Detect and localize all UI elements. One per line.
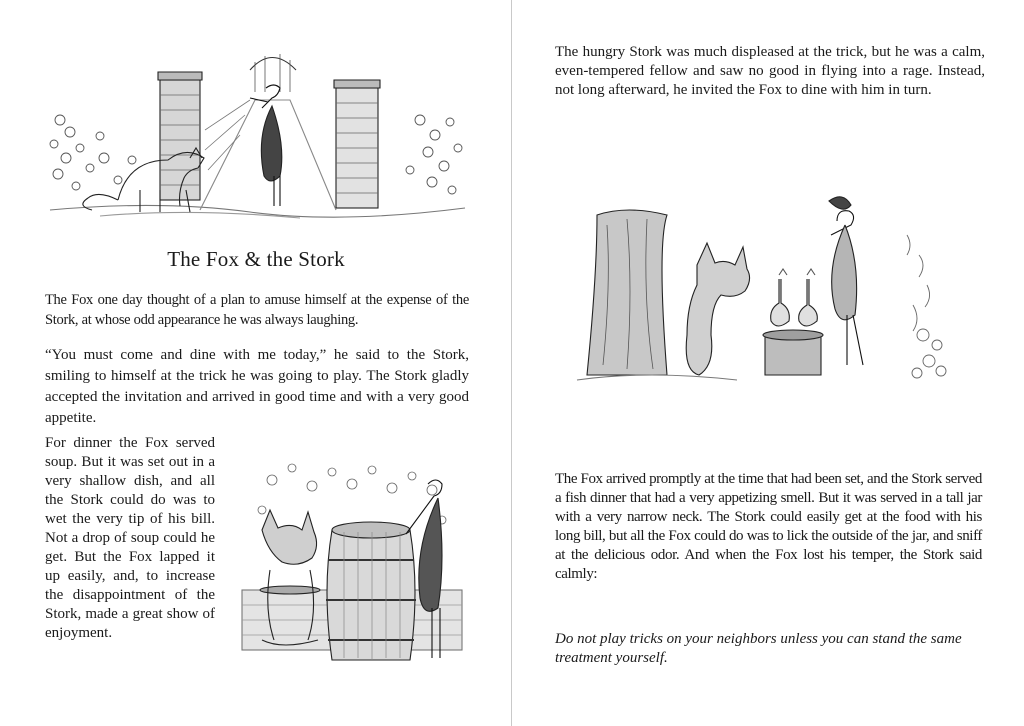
fox-arrives-paragraph: The Fox arrived promptly at the time that had been set, and the Stork served a fish dinner that had a very appetizing smell. But it was served in a tall jar with a very narrow neck. The Stork could easily get at the food with his long bill, but all the Fox could do was to lick the outside of the jar, and sniff at the delicious odor. And when the Fox lost his temper, the Stork said calmly:: [555, 471, 982, 582]
dinner-illustration: [567, 195, 957, 400]
right-page: [512, 0, 1024, 726]
barrel-illustration: [232, 440, 476, 675]
left-page: [0, 0, 511, 726]
gate-illustration: [40, 40, 472, 225]
invitation-paragraph: “You must come and dine with me today,” he said to the Stork, smiling to himself at the trick he was going to play. The Stork gladly accepted the invitation and arrived in good time and with a very good appetite.: [45, 347, 469, 426]
stork-reaction-paragraph: The hungry Stork was much displeased at the trick, but he was a calm, even-tempered fellow and saw no good in flying into a rage. Instead, not long afterward, he invited the Fox to dine with him in turn.: [555, 44, 985, 98]
moral-text: Do not play tricks on your neighbors unless you can stand the same treatment yourself.: [555, 631, 962, 666]
dinner-paragraph: For dinner the Fox served soup. But it was set out in a very shallow dish, and all the Stork could do was to wet the very tip of his bill. Not a drop of soup could he get. But the Fox lapped it up easily, and, to increase the disappointment of the Stork, made a great show of enjoyment.: [45, 435, 215, 641]
story-title: The Fox & the Stork: [167, 247, 345, 271]
intro-paragraph: The Fox one day thought of a plan to amuse himself at the expense of the Stork, at whose odd appearance he was always laughing.: [45, 292, 469, 328]
